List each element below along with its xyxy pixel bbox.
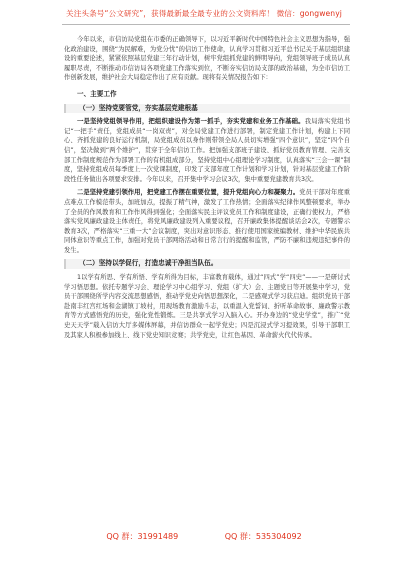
footer-contacts — [0, 531, 408, 542]
intro-paragraph: 今年以来，市信访局党组在市委的正确领导下，以习近平新时代中国特色社会主义思想为指导，强化政治建设，围绕“为民解难，为党分忧”的信访工作使命，认真学习贯彻习近平总书记关于基层组织建设的重要论述，紧紧依照基层党建三年行动计划，树牢党组抓党建的鲜明导向，党组领导班子成员认真履职尽责，不断推动市信访局各项党建工作落实到位，不断夯实信访局支部的政治基础，为全市信访工作创新发展，维护社会大局稳定作出了应有贡献。现将有关情况报告如下： — [64, 36, 350, 82]
document-body — [64, 35, 350, 340]
header-banner: 关注头条号“公文研究”，获得最新最全最专业的公文资料库！ 微信：gongwenyj — [66, 9, 342, 18]
header-divider — [62, 24, 350, 25]
footer-qq-group-1: QQ 群：31991489 — [106, 532, 179, 541]
subsection-heading-party-building: （一）坚持党要管党，夯实基层党建根基 — [64, 104, 350, 114]
paragraph-text: 我局落实党组书记“一把手”责任，党组成员“一岗双责”，对全局党建工作进行部署，制定党建工作计划，构建上下同心、齐抓党建的良好运行机制，局党组成员以身作则带领全局人员切实增强“四个意识”，坚定“四个自信”，坚决做到“两个维护”，贯穿于全年信访工作。把加强支部班子建设、抓好党员教育管理、完善支部工作制度规范作为部署工作的有机组成部分，坚持党组中心组理论学习制度，认真落实“三会一课”制度，坚持党组成员每季度上一次党课制度，印发了支部年度工作计划和学习计划，针对基层党建工作阶段性任务做出各项要求安排。今年以来，召开集中学习会议3次，集中重要党建教育共3次。 — [64, 118, 351, 183]
paragraph-leadership-role — [64, 117, 350, 184]
footer-qq-group-2: QQ 群：535304092 — [224, 532, 302, 541]
paragraph-lead-phrase: 二是坚持党建引领作用，把党建工作摆在重要位置，提升党组向心力和凝聚力。 — [77, 189, 300, 197]
paragraph-study-methods: 1以学有所思、学有所悟、学有所得为目标，丰富教育载体，通过“四式”学“四史”——一是研讨式学习悟思想。依托专题学习会、理论学习中心组学习、党组（扩大）会、主题党日等开展集中学习，党员干部围绕所学内容交流思想感悟，推动学党史向悟思想深化，二是感观式学习获启迪。组织党员干部赴南丰红宫红场和金湖镇丁坡村，用现场教育激励斗志，以重温入党誓词、折听革命故事、廉政警示教育等方式感悟党的历史，强化党性锻炼。三是共享式学习入脑入心。开办身边的“党史学堂”，推广“党史天天学”载入信访大厅多媒体屏幕，并信访群众一起学党史；四是沉浸式学习提效果，引导干部职工及其家人积极参加线上、线下党史知识竞赛；共学党史，让红色基因、革命薪火代代传承。 — [64, 274, 350, 339]
section-heading-main-work: 一、主要工作 — [77, 89, 117, 98]
paragraph-text: 党员干部对年度重点难点工作模范带头，加班加点，提振了精气神，激发了工作热情；全面落实纪律作风整顿要求，举办了全员的作风教育和工作作风得到强化；全面落实民主评议党员工作和制度建设，正确行使权力，严格落实党风廉政建设主体责任，将党风廉政建设列入重要议程，召开廉政集体提醒谈话会2次，专题警示教育3次，严格落实“三重一大”会议制度，突出对意识形态、推行使用国家统编教材、维护中华民族共同体意识等重点工作，加强对党员干部网络活动和日常言行的提醒和监管，严防不廉和违规违纪事件的发生。 — [64, 189, 351, 254]
paragraph-lead-phrase: 一是坚持党组领导作用，把组织建设作为第一抓手，夯实党建和业务工作基础。 — [77, 118, 305, 126]
subsection-heading-study-practice: （二）坚持以学促行，打造忠诚干净担当队伍。 — [64, 259, 350, 269]
paragraph-guidance-role — [64, 188, 350, 255]
